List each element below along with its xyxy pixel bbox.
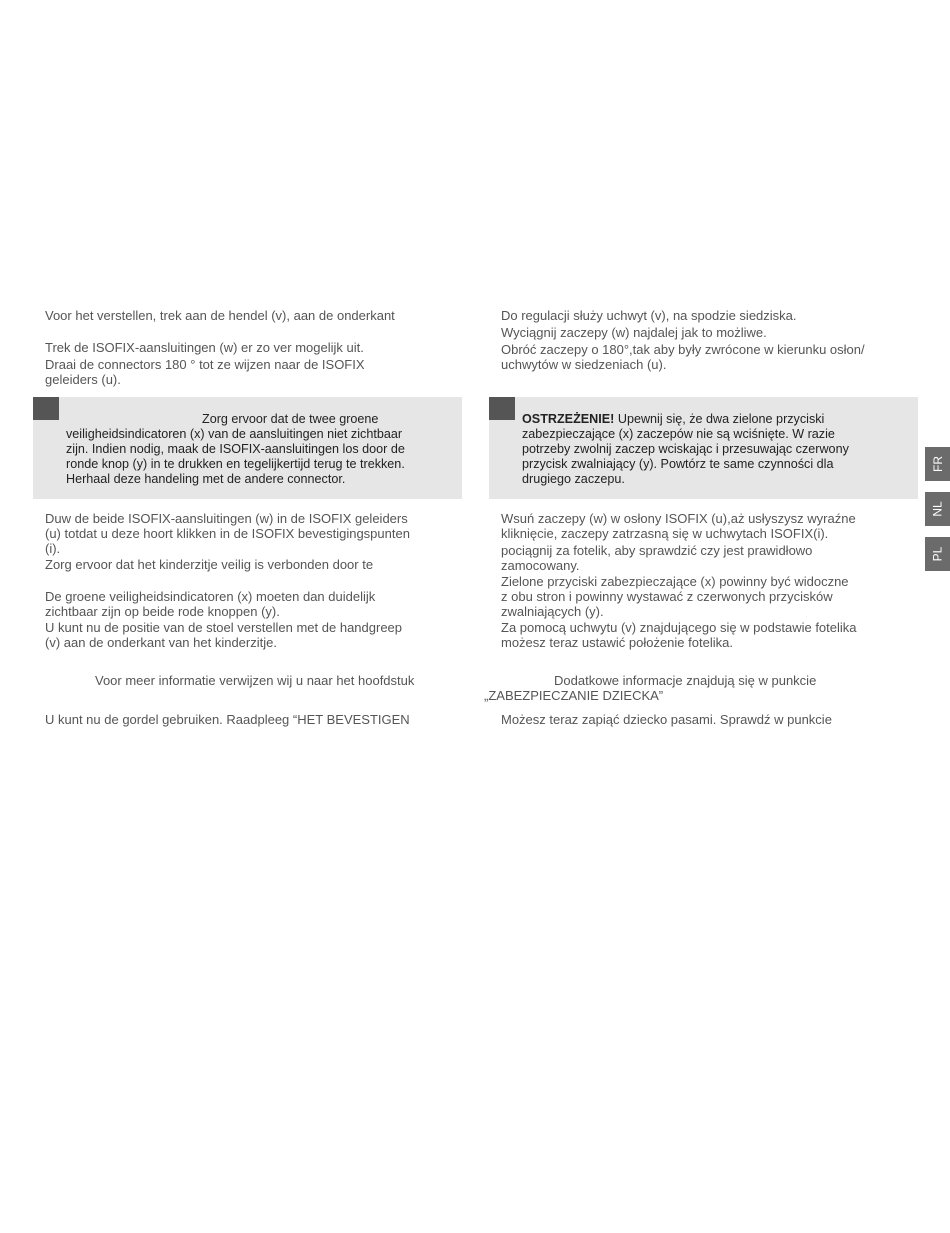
nl-paragraph-rotate-line2: geleiders (u). (45, 372, 121, 387)
pl-paragraph-adjust: Do regulacji służy uchwyt (v), na spodzie siedziska. (501, 308, 797, 323)
nl-paragraph-pull-connectors: Trek de ISOFIX-aansluitingen (w) er zo ver mogelijk uit. (45, 340, 364, 355)
pl-warning-marker (489, 397, 515, 420)
pl-paragraph-indicators-line1: Zielone przyciski zabezpieczające (x) powinny być widoczne (501, 574, 849, 589)
pl-paragraph-rotate-line1: Obróć zaczepy o 180°,tak aby były zwrócone w kierunku osłon/ (501, 342, 865, 357)
nl-paragraph-indicators-line1: De groene veiligheidsindicatoren (x) moeten dan duidelijk (45, 589, 376, 604)
pl-warning-line: przycisk zwalniający (y). Powtórz te same czynności dla (522, 457, 834, 471)
pl-paragraph-push-line1: Wsuń zaczepy (w) w osłony ISOFIX (u),aż usłyszysz wyraźne (501, 511, 856, 526)
pl-warning-title: OSTRZEŻENIE! (522, 412, 615, 426)
pl-paragraph-rotate-line2: uchwytów w siedzeniach (u). (501, 357, 667, 372)
pl-paragraph-more-info-line1: Dodatkowe informacje znajdują się w punkcie (554, 673, 817, 688)
pl-warning-line (522, 412, 824, 427)
pl-warning-line-text: Upewnij się, że dwa zielone przyciski (614, 412, 825, 426)
nl-warning-line: zijn. Indien nodig, maak de ISOFIX-aansluitingen los door de (66, 442, 405, 456)
pl-warning-line: drugiego zaczepu. (522, 472, 625, 486)
language-tab-nl[interactable] (925, 492, 950, 526)
nl-paragraph-push-line2: (u) totdat u deze hoort klikken in de ISOFIX bevestigingspunten (45, 526, 410, 541)
pl-warning-line: zabezpieczające (x) zaczepów nie są wciśnięte. W razie (522, 427, 835, 441)
nl-warning-line: veiligheidsindicatoren (x) van de aansluitingen niet zichtbaar (66, 427, 403, 441)
nl-warning-line: Zorg ervoor dat de twee groene (202, 412, 379, 426)
pl-warning-line: potrzeby zwolnij zaczep wciskając i przesuwając czerwony (522, 442, 849, 456)
nl-paragraph-position-line2: (v) aan de onderkant van het kinderzitje. (45, 635, 277, 650)
pl-paragraph-pull-connectors: Wyciągnij zaczepy (w) najdalej jak to możliwe. (501, 325, 767, 340)
pl-paragraph-push-line2: kliknięcie, zaczepy zatrzasną się w uchwytach ISOFIX(i). (501, 526, 829, 541)
language-tab-pl[interactable] (925, 537, 950, 571)
nl-paragraph-check: Zorg ervoor dat het kinderzitje veilig is verbonden door te (45, 557, 374, 572)
pl-paragraph-check-line1: pociągnij za fotelik, aby sprawdzić czy jest prawidłowo (501, 543, 813, 558)
nl-warning-line: Herhaal deze handeling met de andere connector. (66, 472, 346, 486)
nl-paragraph-rotate-line1: Draai de connectors 180 ° tot ze wijzen naar de ISOFIX (45, 357, 365, 372)
nl-paragraph-push-line1: Duw de beide ISOFIX-aansluitingen (w) in de ISOFIX geleiders (45, 511, 408, 526)
pl-paragraph-indicators-line3: zwalniających (y). (501, 604, 604, 619)
nl-paragraph-position-line1: U kunt nu de positie van de stoel verstellen met de handgreep (45, 620, 403, 635)
pl-paragraph-indicators-line2: z obu stron i powinny wystawać z czerwonych przycisków (501, 589, 833, 604)
nl-paragraph-push-line3: (i). (45, 541, 61, 556)
nl-warning-line: ronde knop (y) in te drukken en tegelijkertijd terug te trekken. (66, 457, 405, 471)
nl-warning-marker (33, 397, 59, 420)
language-tab-label: FR (930, 456, 945, 472)
pl-paragraph-position-line2: możesz teraz ustawić położenie fotelika. (501, 635, 733, 650)
pl-paragraph-more-info-line2: „ZABEZPIECZANIE DZIECKA” (484, 688, 664, 703)
nl-paragraph-belt: U kunt nu de gordel gebruiken. Raadpleeg “HET BEVESTIGEN (45, 712, 410, 727)
nl-paragraph-adjust: Voor het verstellen, trek aan de hendel (v), aan de onderkant (45, 308, 395, 323)
nl-paragraph-indicators-line2: zichtbaar zijn op beide rode knoppen (y). (45, 604, 280, 619)
pl-paragraph-check-line2: zamocowany. (501, 558, 580, 573)
pl-paragraph-position-line1: Za pomocą uchwytu (v) znajdującego się w podstawie fotelika (501, 620, 857, 635)
language-tab-label: NL (930, 501, 945, 517)
pl-paragraph-belt: Możesz teraz zapiąć dziecko pasami. Sprawdź w punkcie (501, 712, 832, 727)
language-tab-fr[interactable] (925, 447, 950, 481)
language-tab-label: PL (930, 546, 945, 562)
nl-paragraph-more-info: Voor meer informatie verwijzen wij u naar het hoofdstuk (95, 673, 415, 688)
